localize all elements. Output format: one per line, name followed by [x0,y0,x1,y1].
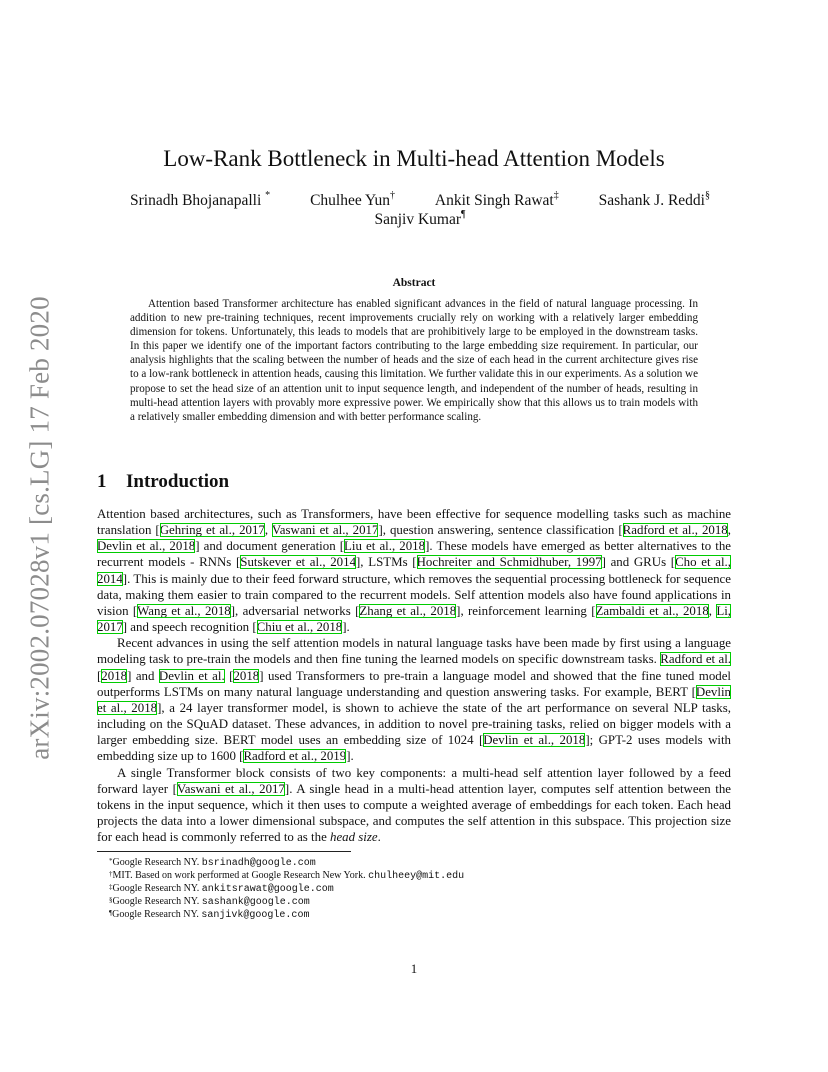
citation-link[interactable]: Devlin et al., 2018 [97,539,196,554]
text-run: ], question answering, sentence classification [ [378,523,623,538]
author-list [130,192,710,229]
citation-link[interactable]: Radford et al., 2019 [243,749,347,764]
text-run: [ [97,668,102,683]
email-link[interactable]: sashank@google.com [201,897,310,908]
section-number: 1 [97,471,107,492]
section-heading [97,471,229,493]
email-link[interactable]: sanjivk@google.com [201,910,310,921]
text-run: . [377,830,381,845]
citation-link[interactable]: Hochreiter and Schmidhuber, 1997 [416,555,602,570]
abstract-body: Attention based Transformer architecture has enabled significant advances in the field of natural language processing. In addition to new pre-training techniques, recent improvements crucially rely on working with a relatively larger embedding dimension for tokens. Unfortunately, this leads to models that are prohibitively large to be employed in the downstream tasks. In this paper we identify one of the important factors contributing to the large embedding size requirement. In particular, our analysis highlights that the scaling between the number of heads and the size of each head in the current architecture gives rise to a low-rank bottleneck in attention heads, causing this limitation. We further validate this in our experiments. As a solution we propose to set the head size of an attention unit to input sequence length, and independent of the number of heads, resulting in multi-head attention layers with provably more expressive power. We empirically show that this allows us to train models with a relatively smaller embedding dimension and with better performance scaling. [130,298,698,423]
text-run: ]. This is mainly due to their feed forward structure, which removes the sequential processing bottleneck for sequence data, making them easier to train compared to the recurrent models. Self attention models also have found applications in vision [ [97,571,731,618]
text-run: ], a 24 layer transformer model, is shown to achieve the state of the art performance on several NLP tasks, including on the SQuAD dataset. These advances, in addition to novel pre-training tasks, relied on bigger models with a larger embedding size. BERT model uses an embedding size of 1024 [ [97,700,731,748]
section-title: Introduction [126,471,230,492]
text-run: , [264,523,272,538]
text-run: ]. These models have emerged as better alternatives to the recurrent models - RNNs [ [97,539,731,570]
author: Sashank J. Reddi§ [598,190,710,209]
citation-link[interactable]: Zhang et al., 2018 [359,603,457,618]
citation-link[interactable]: Cho et al., 2014 [97,555,731,586]
citation-link[interactable]: Zambaldi et al., 2018 [595,603,709,618]
text-run: ]. [342,620,350,635]
emphasis: head size [330,830,378,845]
footnote: §Google Research NY. sashank@google.com [109,896,310,908]
paragraph [97,765,731,846]
citation-link[interactable]: Sutskever et al., 2014 [240,555,357,570]
author: Srinadh Bhojanapalli * [130,190,271,209]
paper-title: Low-Rank Bottleneck in Multi-head Attention Models [163,146,665,171]
paragraph [97,506,731,635]
email-link[interactable]: ankitsrawat@google.com [201,884,334,895]
text-run: ], reinforcement learning [ [456,603,596,618]
author: Chulhee Yun† [310,190,395,209]
footnote: ¶Google Research NY. sanjivk@google.com [109,909,310,921]
text-run: Recent advances in using the self attention models in natural language tasks have been made by first using a language modeling task to pre-train the models and then fine tuning the learned models on specific downstream tasks. [97,636,731,667]
page-number: 1 [410,962,418,976]
text-run: [ [224,668,234,683]
text-run: , [727,523,731,538]
citation-link[interactable]: Devlin et al., 2018 [97,684,731,715]
footnote: †MIT. Based on work performed at Google Research New York. chulheey@mit.edu [109,870,465,882]
citation-link[interactable]: Devlin et al., 2018 [483,733,586,748]
citation-link[interactable]: Radford et al. [660,652,731,667]
introduction-body [97,506,731,845]
arxiv-identifier: arXiv:2002.07028v1 [cs.LG] 17 Feb 2020 [24,296,55,760]
citation-link[interactable]: Wang et al., 2018 [137,603,231,618]
text-run: ], adversarial networks [ [230,603,360,618]
text-run: ] used Transformers to pre-train a language model and showed that the fine tuned model outperforms LSTMs on many natural language understanding and question answering tasks. For example, BERT [ [97,668,732,699]
text-run: ] and [127,668,159,683]
author: Ankit Singh Rawat‡ [434,190,559,209]
email-link[interactable]: chulheey@mit.edu [368,871,465,882]
text-run: ]. [346,749,354,764]
citation-link[interactable]: Vaswani et al., 2017 [271,523,379,538]
footnote: ‡Google Research NY. ankitsrawat@google.com [109,883,334,895]
email-link[interactable]: bsrinadh@google.com [201,858,316,869]
footnote: *Google Research NY. bsrinadh@google.com [109,857,316,869]
citation-link[interactable]: Li, 2017 [97,603,732,635]
citation-link[interactable]: Radford et al., 2018 [622,523,728,538]
text-run: ] and speech recognition [ [122,620,257,635]
citation-link[interactable]: Vaswani et al., 2017 [176,781,285,796]
text-run: A single Transformer block consists of two key components: a multi-head self attention layer followed by a feed forward layer [ [97,765,731,796]
text-run: Attention based architectures, such as Transformers, have been effective for sequence modelling tasks such as machine translation [ [97,507,731,538]
citation-link[interactable]: Liu et al., 2018 [344,539,426,554]
text-run: ] and GRUs [ [601,555,676,570]
citation-link[interactable]: 2018 [233,668,260,683]
text-run: ] and document generation [ [195,539,345,554]
footnote-rule [97,851,351,852]
author: Sanjiv Kumar¶ [374,209,466,228]
citation-link[interactable]: Chiu et al., 2018 [256,620,343,635]
citation-link[interactable]: Devlin et al. [158,668,225,683]
text-run: ]. A single head in a multi-head attention layer, computes self attention between the tokens in the input sequence, which it then uses to compute a weighted average of embeddings for each token. Each head projects the data into a lower dimensional subspace, and computes the self attention in this subspace. This projection size for each head is commonly referred to as the [97,781,731,845]
text-run: ], LSTMs [ [356,555,417,570]
citation-link[interactable]: 2018 [101,668,128,683]
abstract-heading: Abstract [392,277,436,289]
text-run: ]; GPT-2 uses models with embedding size up to 1600 [ [97,733,731,764]
paragraph [97,635,731,764]
text-run: , [708,603,717,618]
citation-link[interactable]: Gehring et al., 2017 [159,523,265,538]
